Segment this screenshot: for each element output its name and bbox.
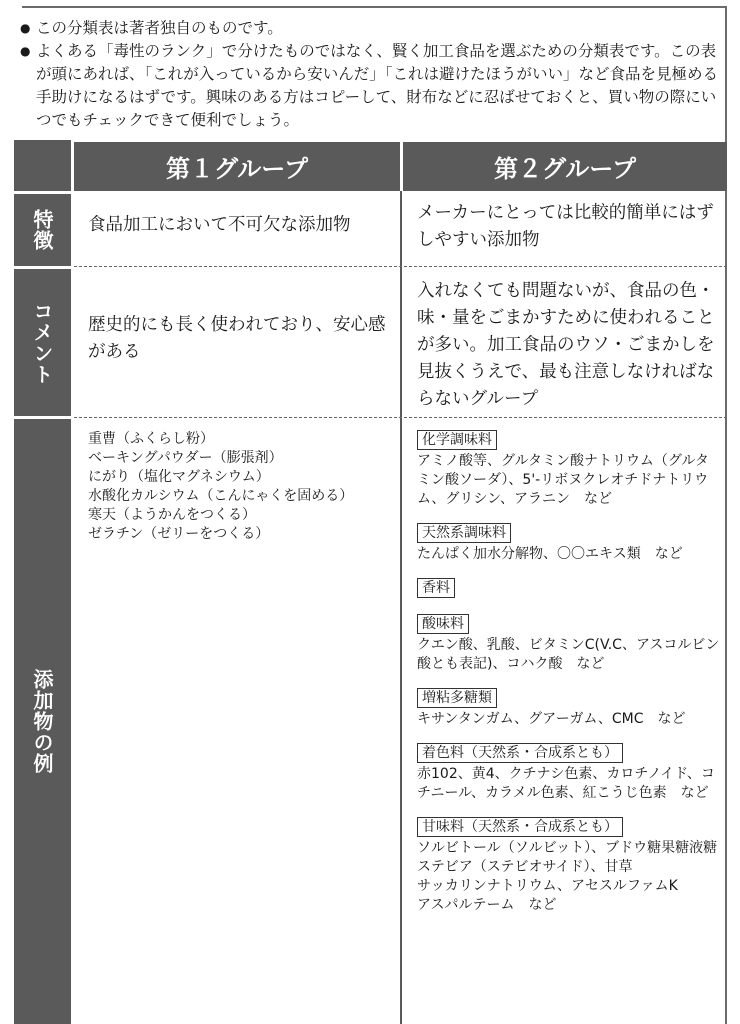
note-text: よくある「毒性のランク」で分けたものではなく、賢く加工食品を選ぶための分類表です。この表が頭にあれば、「これが入っているから安いんだ」「これは避けたほうがいい」など食品を見極める手助けになるはずです。興味のある方はコピーして、財布などに忍ばせておくと、買い物の際にいつでもチェックできて便利でしょう。 [36,42,719,129]
example-item: ベーキングパウダー（膨張剤） [88,450,283,466]
row-label-features: 特徴 [14,194,71,266]
row-divider [74,417,727,418]
additive-table [14,140,727,1024]
comments-group2: 入れなくても問題ないが、食品の色・味・量をごまかすために使われることが多い。加工食品のウソ・ごまかしを見抜くうえで、最も注意しなければならないグループ [417,281,715,409]
notes [20,17,720,132]
table-corner [14,140,71,191]
example-item: ゼラチン（ゼリーをつくる） [88,526,270,542]
example-item: 水酸化カルシウム（こんにゃくを固める） [88,488,354,504]
category-text: キサンタンガム、グアーガム、CMC など [417,711,686,727]
example-item: 重曹（ふくらし粉） [88,431,214,447]
bullet-icon: ● [20,21,31,35]
row-label-comments: コメント [14,269,71,416]
category-label: 着色料（天然系・合成系とも） [417,743,623,763]
top-rule [22,6,727,8]
category-text: 赤102、黄4、クチナシ色素、カロチノイド、コチニール、カラメル色素、紅こうじ色素 など [417,766,715,801]
row-label-examples: 添加物の例 [14,419,71,1024]
category-text: たんぱく加水分解物、〇〇エキス類 など [417,546,683,562]
category-text: ソルビトール（ソルビット）、ブドウ糖果糖液糖 ステビア（ステビオサイド）、甘草 サッカリンナトリウム、アセスルファムK アスパルテーム など [417,840,718,913]
category-natural-seasoning [417,523,722,564]
category-label: 香料 [417,578,455,598]
example-item: にがり（塩化マグネシウム） [88,469,270,485]
category-label: 化学調味料 [417,430,497,450]
category-acidulant [417,614,722,674]
note-item [20,17,720,40]
features-group1: 食品加工において不可欠な添加物 [88,215,351,235]
header-group2: 第２グループ [403,142,727,191]
column-divider [400,191,402,1024]
examples-group2 [417,430,722,929]
example-item: 寒天（ようかんをつくる） [88,507,256,523]
header-group1: 第１グループ [74,142,400,191]
category-flavoring [417,578,722,600]
bullet-icon: ● [20,44,31,58]
category-label: 甘味料（天然系・合成系とも） [417,817,623,837]
category-text: クエン酸、乳酸、ビタミンC(V.C、アスコルビン酸とも表記)、コハク酸 など [417,637,720,672]
category-thickener [417,688,722,729]
category-colorant [417,743,722,803]
comments-group1: 歴史的にも長く使われており、安心感がある [88,315,386,362]
note-text: この分類表は著者独自のものです。 [36,19,283,37]
category-sweetener [417,817,722,915]
features-group2: メーカーにとっては比較的簡単にはずしやすい添加物 [417,203,714,250]
category-chemical-seasoning [417,430,722,509]
category-label: 天然系調味料 [417,523,511,543]
examples-group1 [88,430,388,544]
category-label: 酸味料 [417,614,469,634]
row-divider [74,266,727,267]
note-item [20,40,720,132]
category-label: 増粘多糖類 [417,688,497,708]
category-text: アミノ酸等、グルタミン酸ナトリウム（グルタミン酸ソーダ）、5'-リボヌクレオチドナトリウム、グリシン、アラニン など [417,453,709,507]
